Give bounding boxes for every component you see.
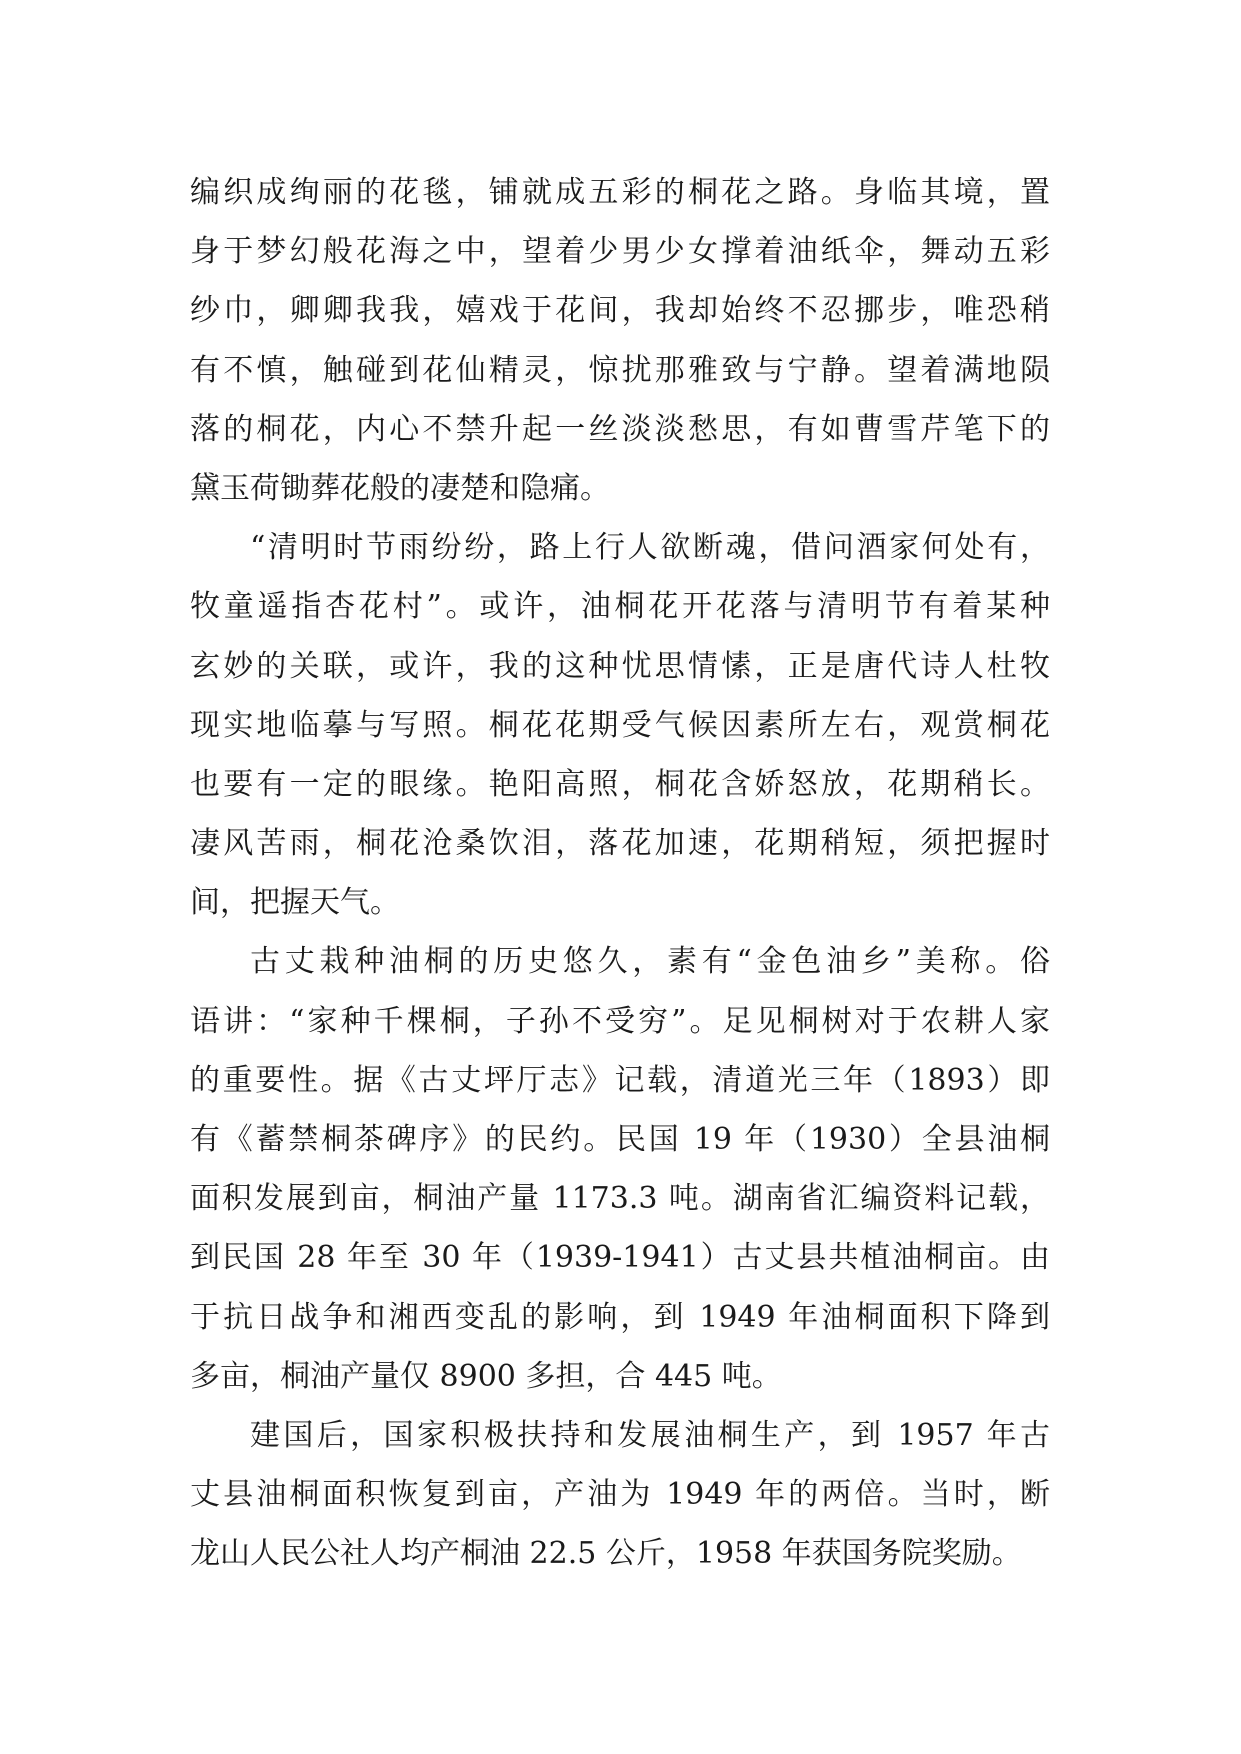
paragraph-4-line-2: 丈县油桐面积恢复到亩，产油为 1949 年的两倍。当时，断 xyxy=(190,1477,1050,1513)
paragraph-1-line-2: 身于梦幻般花海之中，望着少男少女撑着油纸伞，舞动五彩 xyxy=(190,234,1050,270)
paragraph-2-line-7: 间，把握天气。 xyxy=(190,885,400,921)
paragraph-2-line-1: “清明时节雨纷纷，路上行人欲断魂，借问酒家何处有， xyxy=(250,530,1050,566)
paragraph-2-line-2: 牧童遥指杏花村”。或许，油桐花开花落与清明节有着某种 xyxy=(190,589,1050,625)
paragraph-2-line-3: 玄妙的关联，或许，我的这种忧思情愫，正是唐代诗人杜牧 xyxy=(190,648,1050,684)
paragraph-1-line-1: 编织成绚丽的花毯，铺就成五彩的桐花之路。身临其境，置 xyxy=(190,175,1050,210)
paragraph-1-line-3: 纱巾，卿卿我我，嬉戏于花间，我却始终不忍挪步，唯恐稍 xyxy=(190,293,1050,329)
paragraph-3-line-4: 有《蓄禁桐茶碑序》的民约。民国 19 年（1930）全县油桐 xyxy=(190,1122,1050,1157)
paragraph-3-line-1: 古丈栽种油桐的历史悠久，素有“金色油乡”美称。俗 xyxy=(250,944,1050,980)
paragraph-3-line-5: 面积发展到亩，桐油产量 1173.3 吨。湖南省汇编资料记载， xyxy=(190,1181,1050,1217)
paragraph-1-line-5: 落的桐花，内心不禁升起一丝淡淡愁思，有如曹雪芹笔下的 xyxy=(190,411,1050,447)
document-body xyxy=(190,163,1050,1584)
paragraph-3-line-6: 到民国 28 年至 30 年（1939-1941）古丈县共植油桐亩。由 xyxy=(190,1240,1050,1276)
paragraph-3-line-8: 多亩，桐油产量仅 8900 多担，合 445 吨。 xyxy=(190,1358,782,1394)
paragraph-3-line-7: 于抗日战争和湘西变乱的影响，到 1949 年油桐面积下降到 xyxy=(190,1299,1050,1335)
paragraph-2-line-6: 凄风苦雨，桐花沧桑饮泪，落花加速，花期稍短，须把握时 xyxy=(190,826,1050,862)
paragraph-4-line-3: 龙山人民公社人均产桐油 22.5 公斤，1958 年获国务院奖励。 xyxy=(190,1536,1022,1572)
paragraph-3-line-2: 语讲：“家种千棵桐，子孙不受穷”。足见桐树对于农耕人家 xyxy=(190,1003,1050,1039)
paragraph-2-line-4: 现实地临摹与写照。桐花花期受气候因素所左右，观赏桐花 xyxy=(190,707,1050,743)
paragraph-3-line-3: 的重要性。据《古丈坪厅志》记载，清道光三年（1893）即 xyxy=(190,1062,1050,1098)
paragraph-4-line-1: 建国后，国家积极扶持和发展油桐生产，到 1957 年古 xyxy=(250,1417,1050,1453)
paragraph-2-line-5: 也要有一定的眼缘。艳阳高照，桐花含娇怒放，花期稍长。 xyxy=(190,766,1050,802)
paragraph-1-line-6: 黛玉荷锄葬花般的凄楚和隐痛。 xyxy=(190,470,610,506)
paragraph-1-line-4: 有不慎，触碰到花仙精灵，惊扰那雅致与宁静。望着满地陨 xyxy=(190,352,1050,388)
